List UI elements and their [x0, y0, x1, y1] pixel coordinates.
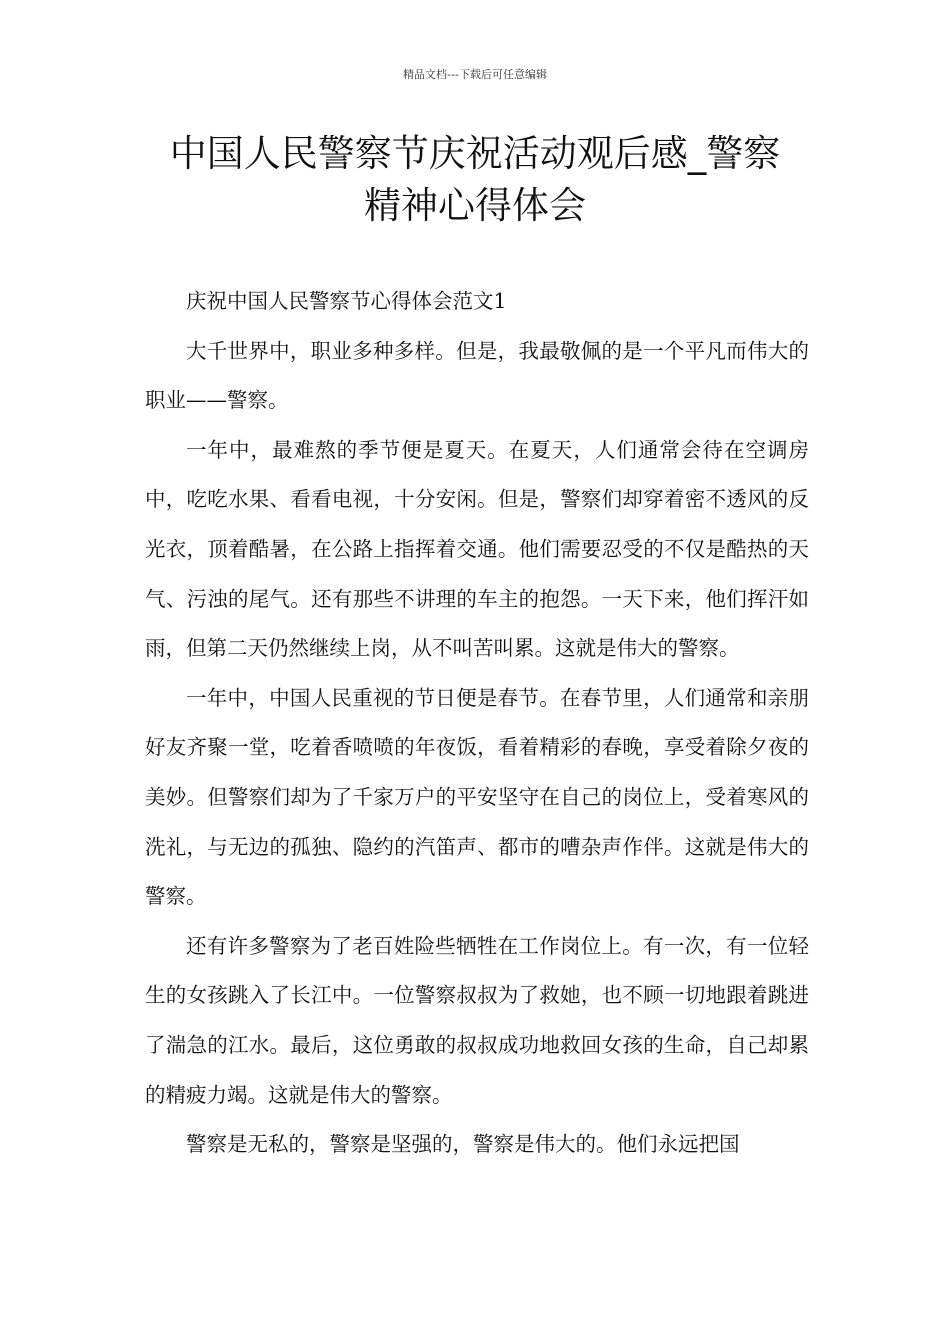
- header-note: 精品文档---下载后可任意编辑: [403, 68, 547, 81]
- paragraph: 一年中，最难熬的季节便是夏天。在夏天，人们通常会待在空调房中，吃吃水果、看看电视，十分安闲。但是，警察们却穿着密不透风的反光衣，顶着酷暑，在公路上指挥着交通。他们需要忍受的不仅是酷热的天气、污浊的尾气。还有那些不讲理的车主的抱怨。一天下来，他们挥汗如雨，但第二天仍然继续上岗，从不叫苦叫累。这就是伟大的警察。: [145, 437, 809, 661]
- title-line-1: 中国人民警察节庆祝活动观后感_警察: [169, 132, 781, 175]
- paragraph: 还有许多警察为了老百姓险些牺牲在工作岗位上。有一次，有一位轻生的女孩跳入了长江中。一位警察叔叔为了救她，也不顾一切地跟着跳进了湍急的江水。最后，这位勇敢的叔叔成功地救回女孩的生命，自己却累的精疲力竭。这就是伟大的警察。: [145, 933, 809, 1107]
- document-title: [0, 128, 950, 232]
- paragraph: 警察是无私的，警察是坚强的，警察是伟大的。他们永远把国: [186, 1132, 740, 1157]
- section-heading: 庆祝中国人民警察节心得体会范文1: [186, 289, 507, 313]
- document-body: [145, 277, 809, 1170]
- title-line-2: 精神心得体会: [364, 184, 586, 227]
- paragraph: 一年中，中国人民重视的节日便是春节。在春节里，人们通常和亲朋好友齐聚一堂，吃着香喷喷的年夜饭，看着精彩的春晚，享受着除夕夜的美妙。但警察们却为了千家万户的平安坚守在自己的岗位上，受着寒风的洗礼，与无边的孤独、隐约的汽笛声、都市的嘈杂声作伴。这就是伟大的警察。: [145, 685, 809, 909]
- paragraph: 大千世界中，职业多种多样。但是，我最敬佩的是一个平凡而伟大的职业——警察。: [145, 338, 809, 413]
